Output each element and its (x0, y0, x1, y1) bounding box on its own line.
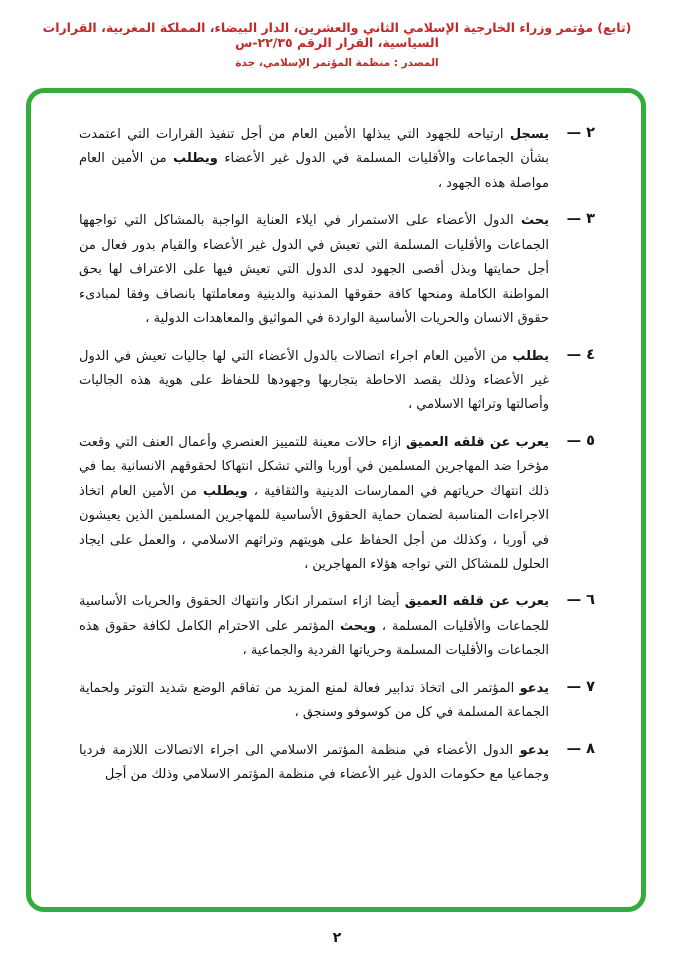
item-text (79, 677, 549, 726)
list-item (79, 123, 595, 196)
item-number: ٨ — (566, 740, 595, 757)
list-item (79, 345, 595, 418)
item-text (79, 123, 549, 196)
item-text-segment: المؤتمر على الاحترام الكامل لكافة حقوق هذه الجماعات والأقليات المسلمة وحرياتها الفردية والجماعية ، (79, 618, 549, 659)
item-text-segment: يعرب عن قلقه العميق (406, 434, 549, 450)
item-text (79, 431, 549, 578)
list-item (79, 677, 595, 726)
item-text-segment: الدول الأعضاء على الاستمرار في ايلاء العناية الواجبة بالمشاكل التي تواجهها الجماعات والأقليات المسلمة التي تعيش في الدول غير الأعضاء والقيام بدور فعال من أجل حمايتها وبذل أقصى الجهود لدى الدول التي تعيش فيها على الاعتراف لها بحق المواطنة الكاملة ومنحها كافة حقوقها المدنية والدينية ومعاملتها بانصاف وفقا لمبادىء حقوق الانسان والحريات الأساسية الواردة في المواثيق والمعاهدات الدولية ، (79, 213, 549, 327)
item-text-segment: من الأمين العام اتخاذ الاجراءات المناسبة لضمان حماية الحقوق الأساسية للمهاجرين المسلمين الذين يعيشون في أوربا ، وكذلك من أجل الحفاظ على هويتهم وتراثهم الاسلامي ، والعمل على ايجاد الحلول للمشاكل التي تواجه هؤلاء المهاجرين ، (79, 483, 549, 572)
list-item (79, 739, 595, 788)
item-text-segment: يدعو (519, 742, 549, 758)
item-text-segment: يسجل (509, 127, 549, 142)
item-number: ٦ — (566, 592, 595, 609)
item-number: ٥ — (566, 432, 595, 449)
item-text-segment: يحث (520, 213, 549, 229)
item-text-segment: ويحث (340, 618, 377, 634)
item-text-segment: يطلب (512, 348, 549, 364)
item-text-segment: من الأمين العام اجراء اتصالات بالدول الأعضاء التي لها جاليات تعيش في الدول غير الأعضاء وذلك بقصد الاحاطة بتجاربها وجهودها للحفاظ على هوية هذه الجاليات وأصالتها وتراثها الاسلامي ، (79, 348, 549, 413)
item-text-segment: يعرب عن قلقه العميق (404, 594, 549, 610)
item-text (79, 209, 549, 331)
item-text-segment: ويطلب (173, 151, 218, 167)
content-frame (26, 88, 646, 912)
page-number: ٢ (332, 930, 342, 946)
item-text (79, 739, 549, 788)
item-text-segment: الدول الأعضاء في منظمة المؤتمر الاسلامي الى اجراء الاتصالات اللازمة فرديا وجماعيا مع حكومات الدول غير الأعضاء في منظمة المؤتمر الاسلامي وذلك من أجل (79, 742, 549, 783)
item-text-segment: ارتياحه للجهود التي يبذلها الأمين العام من أجل تنفيذ القرارات التي اعتمدت بشأن الجماعات والأقليات المسلمة في الدول غير الأعضاء (79, 127, 549, 167)
header-source: المصدر : منظمة المؤتمر الإسلامي، جدة (235, 57, 439, 69)
item-text-segment: من الأمين العام مواصلة هذه الجهود ، (79, 151, 549, 191)
item-text-segment: ويطلب (203, 483, 248, 499)
item-text (79, 345, 549, 418)
list-item (79, 431, 595, 578)
item-text-segment: المؤتمر الى اتخاذ تدابير فعالة لمنع المزيد من تفاقم الوضع شديد التوتر ولحماية الجماعة المسلمة في كل من كوسوفو وسنجق ، (79, 680, 549, 721)
item-text-segment: يدعو (519, 680, 549, 696)
header-title: (تابع) مؤتمر وزراء الخارجية الإسلامي الثاني والعشرين، الدار البيضاء، المملكة المغربية، القرارات السياسية، القرار الرقم ٢٢/٣٥-س (42, 20, 632, 50)
list-item (79, 590, 595, 663)
item-text (79, 590, 549, 663)
document-header (0, 0, 674, 69)
item-text-segment: ازاء حالات معينة للتمييز العنصري وأعمال العنف التي وقعت مؤخرا ضد المهاجرين المسلمين في أوربا والتي تشكل انتهاكا لحقوقهم الانسانية بما في ذلك انتهاك حرياتهم في الممارسات الدينية والثقافية ، (79, 434, 549, 499)
item-number: ٧ — (566, 678, 595, 695)
item-text-segment: أيضا ازاء استمرار انكار وانتهاك الحقوق والحريات الأساسية للجماعات والأقليات المسلمة ، (79, 594, 549, 634)
item-number: ٣ — (566, 211, 595, 228)
item-number: ٢ — (566, 125, 595, 141)
list-item (79, 209, 595, 331)
item-number: ٤ — (566, 346, 595, 363)
